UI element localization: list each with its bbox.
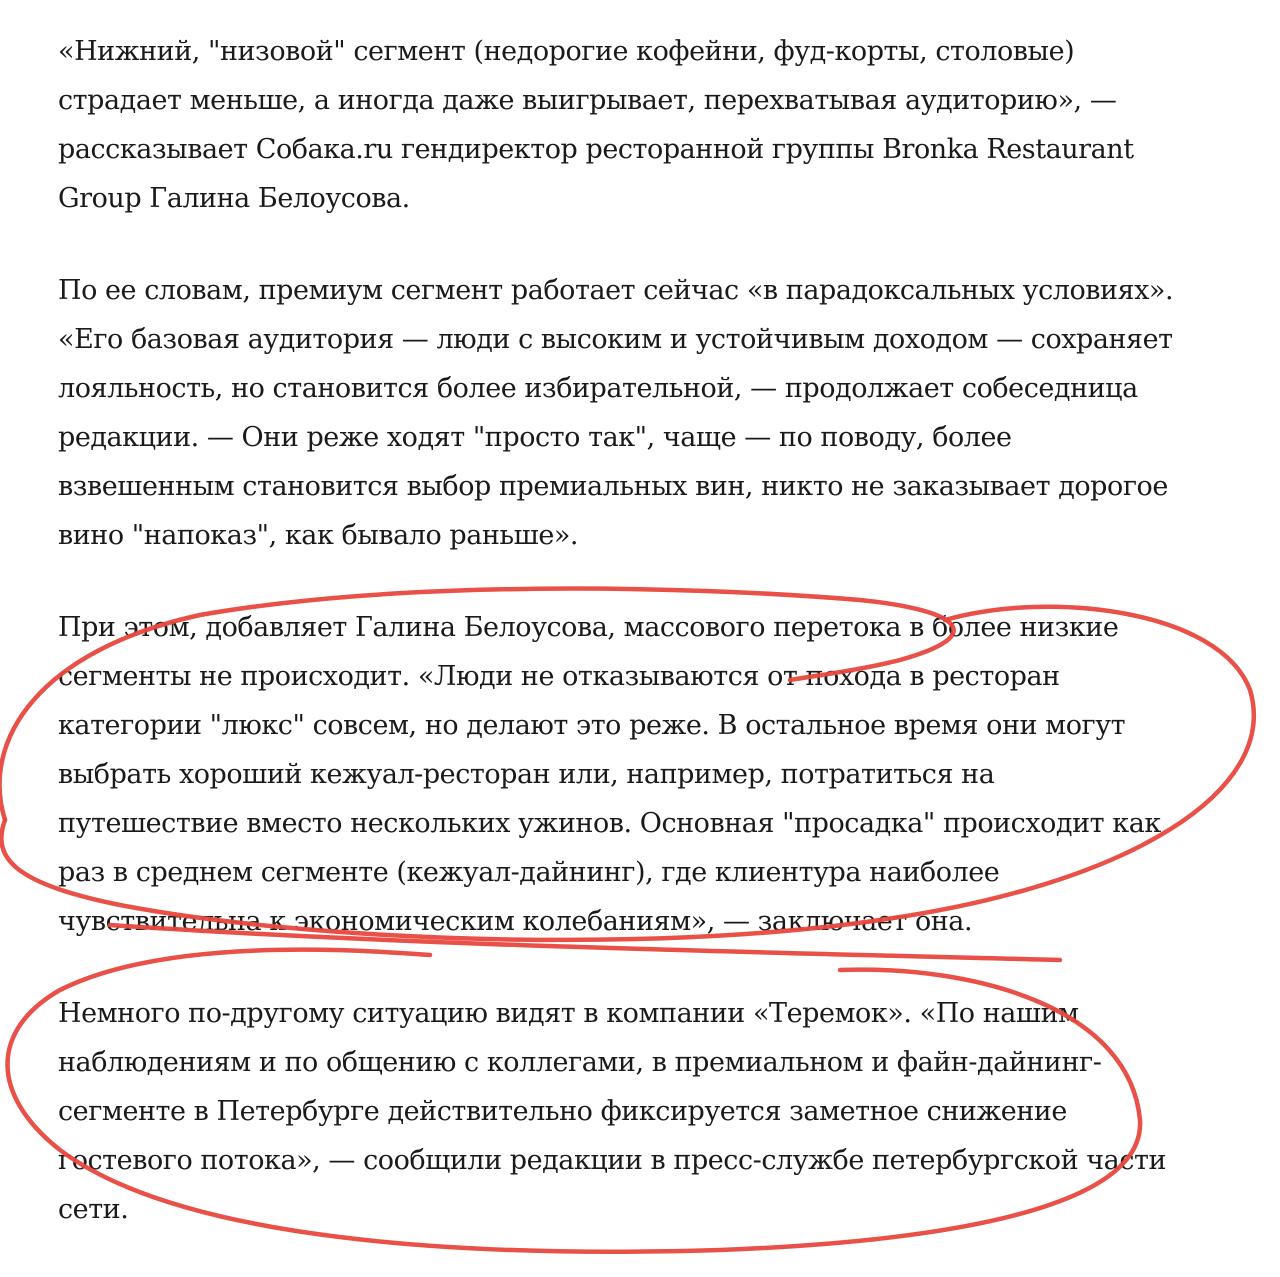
text-line: путешествие вместо нескольких ужинов. Основная "просадка" происходит как <box>58 808 1161 839</box>
text-line: редакции. — Они реже ходят "просто так", чаще — по поводу, более <box>58 422 1012 453</box>
text-line: чувствительна к экономическим колебаниям», — заключает она. <box>58 906 973 937</box>
text-line: рассказывает Собака.ru гендиректор ресторанной группы Bronka Restaurant <box>58 134 1134 165</box>
text-line: «Нижний, "низовой" сегмент (недорогие кофейни, фуд-корты, столовые) <box>58 36 1075 67</box>
text-line: Group Галина Белоусова. <box>58 183 410 214</box>
paragraph-3 <box>58 603 1230 946</box>
text-line: сегменты не происходит. «Люди не отказываются от похода в ресторан <box>58 661 1060 692</box>
text-line: Немного по-другому ситуацию видят в компании «Теремок». «По нашим <box>58 998 1079 1029</box>
text-line: По ее словам, премиум сегмент работает сейчас «в парадоксальных условиях». <box>58 275 1174 306</box>
text-line: гостевого потока», — сообщили редакции в пресс-службе петербургской части <box>58 1145 1167 1176</box>
text-line: При этом, добавляет Галина Белоусова, массового перетока в более низкие <box>58 612 1119 643</box>
text-line: выбрать хороший кежуал-ресторан или, например, потратиться на <box>58 759 995 790</box>
paragraph-2 <box>58 266 1230 560</box>
text-line: сегменте в Петербурге действительно фиксируется заметное снижение <box>58 1096 1067 1127</box>
text-line: взвешенным становится выбор премиальных вин, никто не заказывает дорогое <box>58 471 1168 502</box>
article-body <box>58 27 1230 1277</box>
text-line: наблюдениям и по общению с коллегами, в премиальном и файн-дайнинг- <box>58 1047 1102 1078</box>
text-line: страдает меньше, а иногда даже выигрывает, перехватывая аудиторию», — <box>58 85 1117 116</box>
text-line: вино "напоказ", как бывало раньше». <box>58 520 579 551</box>
paragraph-1 <box>58 27 1230 223</box>
text-line: «Его базовая аудитория — люди с высоким и устойчивым доходом — сохраняет <box>58 324 1173 355</box>
paragraph-4 <box>58 989 1230 1234</box>
text-line: лояльность, но становится более избирательной, — продолжает собеседница <box>58 373 1138 404</box>
text-line: раз в среднем сегменте (кежуал-дайнинг), где клиентура наиболее <box>58 857 1000 888</box>
text-line: сети. <box>58 1194 129 1225</box>
text-line: категории "люкс" совсем, но делают это реже. В остальное время они могут <box>58 710 1126 741</box>
